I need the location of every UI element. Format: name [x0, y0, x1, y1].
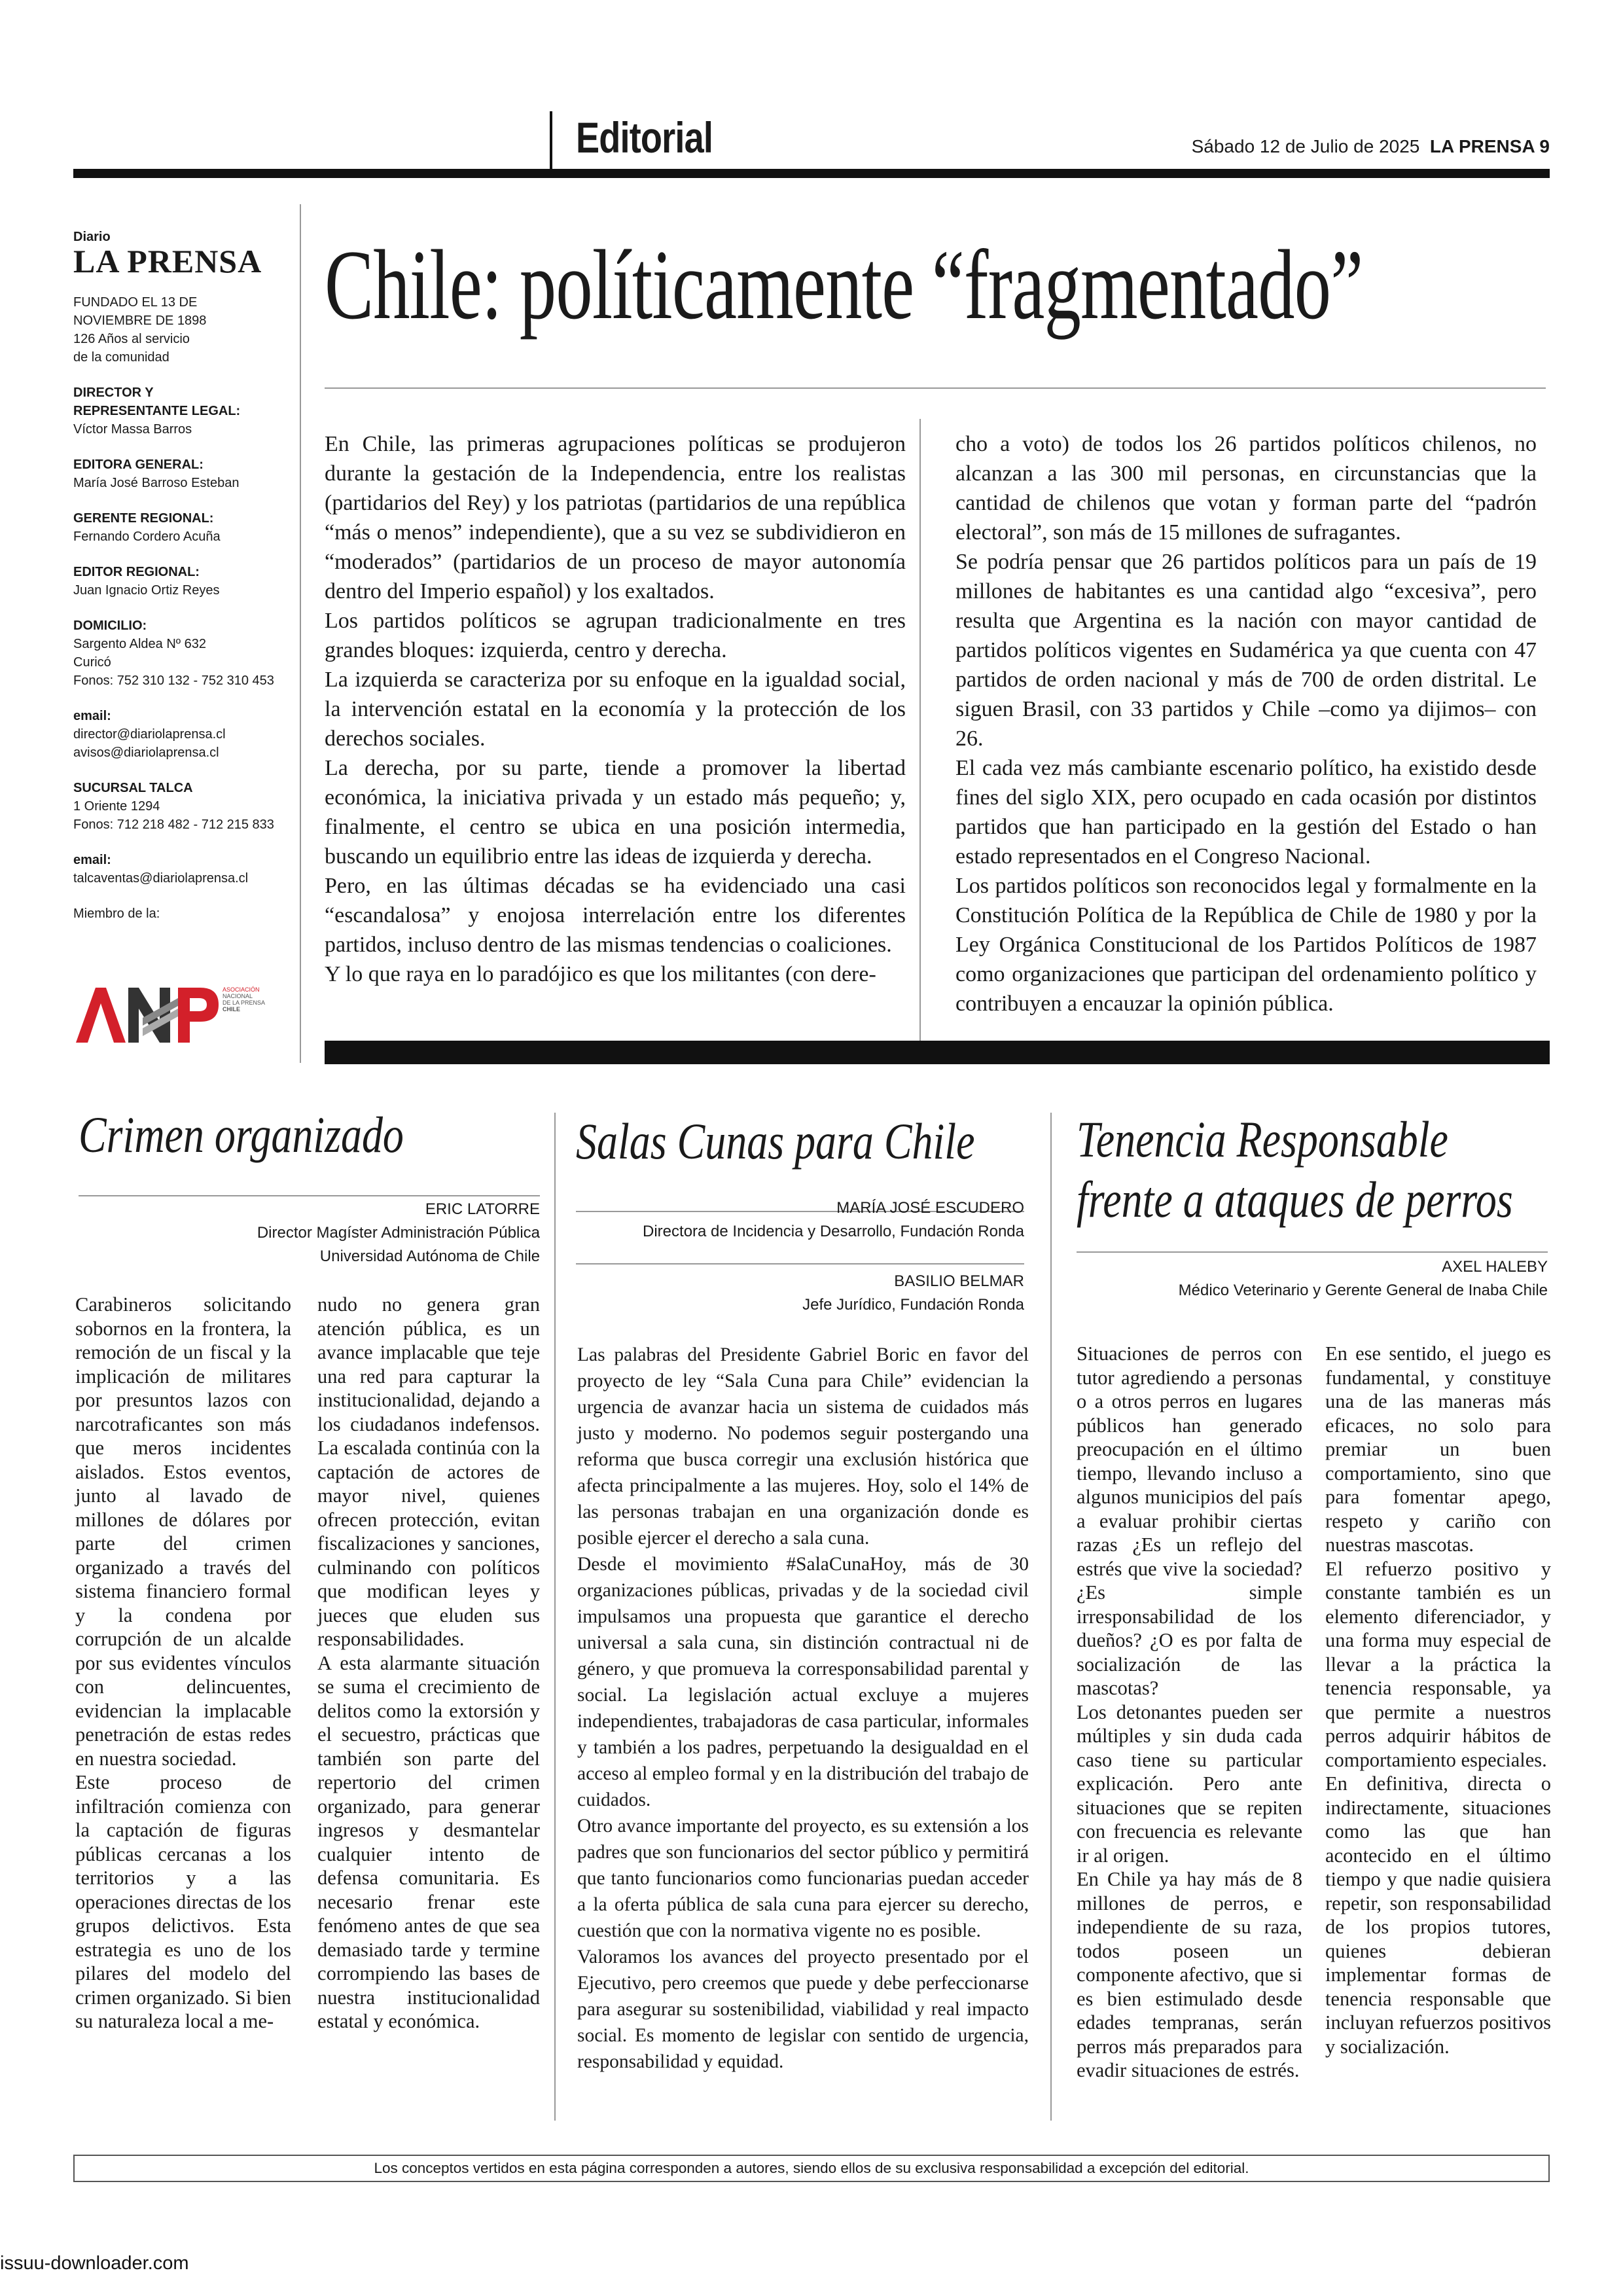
- founded-line: NOVIEMBRE DE 1898: [73, 314, 207, 328]
- author-name: MARÍA JOSÉ ESCUDERO: [836, 1199, 1024, 1217]
- issue-date: Sábado 12 de Julio de 2025: [1191, 136, 1420, 156]
- section-title: Editorial: [576, 113, 713, 162]
- founded-line: 126 Años al servicio: [73, 332, 190, 346]
- founded-line: FUNDADO EL 13 DE: [73, 295, 198, 310]
- staff-label: EDITORA GENERAL:: [73, 457, 204, 472]
- staff-label: DOMICILIO:: [73, 619, 147, 633]
- author-role: Médico Veterinario y Gerente General de Inaba Chile: [1178, 1282, 1548, 1299]
- paragraph: En ese sentido, el juego es fundamental, y constituye una de las maneras más eficaces, no solo para premiar un buen comportamiento, sino que para fomentar apego, respeto y cariño con nuestras mascotas.: [1325, 1342, 1551, 1556]
- disclaimer-box: [73, 2155, 1550, 2182]
- page-dateline: [1192, 136, 1550, 157]
- paragraph: El cada vez más cambiante escenario político, ha existido desde fines del siglo XIX, pero ocupado en cada ocasión por distintos partidos que han participado en la gestión del Estado o han estado representados en el Congreso Nacional.: [955, 756, 1537, 869]
- editorial-column-2: [955, 429, 1537, 1018]
- paragraph: Se podría pensar que 26 partidos políticos para un país de 19 millones de habitantes es una cantidad algo “excesiva”, pero resulta que Argentina es la nación con mayor cantidad de partidos políticos vigentes en Sudamérica ya que cuenta con 47 partidos de orden nacional y más de 700 de orden distrital. Le siguen Brasil, con 33 partidos y Chile –como ya dijimos– con 26.: [955, 550, 1537, 751]
- member-of-label: Miembro de la:: [73, 906, 160, 921]
- paragraph: Situaciones de perros con tutor agrediendo a personas o a otros perros en lugares públicos han generado preocupación en el último tiempo, llevando incluso a algunos municipios del país a evaluar prohibir ciertas razas ¿Es un reflejo del estrés que vive la sociedad? ¿Es simple irresponsabilidad de los dueños? ¿O es por falta de socialización de las mascotas?: [1077, 1342, 1302, 1699]
- salas-byline-1: [576, 1195, 1024, 1244]
- title-line: frente a ataques de perros: [1077, 1171, 1513, 1228]
- author-name: AXEL HALEBY: [1442, 1258, 1548, 1276]
- disclaimer-text: Los conceptos vertidos en esta página corresponden a autores, siendo ellos de su exclusiva responsabilidad a excepción del editorial.: [374, 2160, 1249, 2176]
- anp-logo: [73, 978, 283, 1050]
- staff-entry: [73, 707, 296, 762]
- column-divider: [554, 1113, 556, 2121]
- tenencia-title-rule: [1077, 1251, 1548, 1253]
- staff-entry: [73, 617, 296, 690]
- author-role: Universidad Autónoma de Chile: [319, 1247, 540, 1265]
- title-line: Tenencia Responsable: [1077, 1111, 1448, 1168]
- masthead-founded: [73, 293, 296, 367]
- paragraph: El refuerzo positivo y constante también es un elemento diferenciador, y una forma muy especial de llevar a la práctica la tenencia responsable, ya que permite a nuestros perros adquirir hábitos de comportamiento especiales.: [1325, 1557, 1551, 1771]
- founded-line: de la comunidad: [73, 350, 169, 365]
- staff-value: director@diariolaprensa.cl: [73, 727, 226, 742]
- header-rule: [73, 169, 1550, 178]
- paragraph: Los detonantes pueden ser múltiples y sin duda cada caso tiene su particular explicación. Pero ante situaciones que se repiten con frecuencia es relevante ir al origen.: [1077, 1700, 1302, 1867]
- staff-entry: [73, 456, 296, 492]
- masthead-diario: Diario: [73, 230, 111, 244]
- staff-label: EDITOR REGIONAL:: [73, 565, 200, 579]
- header-divider: [550, 111, 552, 170]
- staff-value: talcaventas@diariolaprensa.cl: [73, 871, 249, 886]
- staff-entry: [73, 384, 296, 439]
- staff-list: [73, 384, 296, 888]
- paragraph: La derecha, por su parte, tiende a promover la libertad económica, la iniciativa privada y un estado más pequeño; y, finalmente, el centro se ubica en una posición intermedia, buscando un equilibrio entre las ideas de izquierda y derecha.: [325, 756, 906, 869]
- sidebar-divider: [300, 204, 301, 1063]
- watermark-text: issuu-downloader.com: [0, 2253, 189, 2274]
- paragraph: Las palabras del Presidente Gabriel Boric en favor del proyecto de ley “Sala Cuna para Chile” evidencian la urgencia de avanzar hacia un sistema de cuidados más justo y moderno. No podemos seguir postergando una reforma que busca corregir una exclusión histórica que afecta principalmente a las mujeres. Hoy, solo el 14% de las personas trabajan en una organización donde es posible ejercer el derecho a sala cuna.: [577, 1344, 1029, 1549]
- paragraph: En definitiva, directa o indirectamente, situaciones como las que han acontecido en el último tiempo y que nadie quisiera repetir, son responsabilidad de los propios tutores, quienes debieran implementar formas de tenencia responsable que incluyan refuerzos positivos y socialización.: [1325, 1772, 1551, 2058]
- staff-label: SUCURSAL TALCA: [73, 781, 193, 795]
- paragraph: Valoramos los avances del proyecto presentado por el Ejecutivo, pero creemos que puede y debe perfeccionarse para asegurar su sostenibilidad, viabilidad y real impacto social. Es momento de legislar con sentido de urgencia, responsabilidad y equidad.: [577, 1946, 1029, 2072]
- paragraph: Otro avance importante del proyecto, es su extensión a los padres que son funcionarios del sector público y permitirá que tanto funcionarios como funcionarias puedan acceder a la oferta pública de sala cuna para ejercer su derecho, cuestión que con la normativa vigente no es posible.: [577, 1816, 1029, 1941]
- headline-rule: [325, 387, 1546, 389]
- staff-value: 1 Oriente 1294: [73, 799, 160, 814]
- editorial-bottom-bar: [325, 1041, 1550, 1064]
- editorial-column-divider: [919, 419, 921, 1041]
- staff-entry: [73, 509, 296, 546]
- staff-value: Fernando Cordero Acuña: [73, 529, 221, 544]
- editorial-column-1: [325, 429, 906, 989]
- staff-entry: [73, 779, 296, 834]
- author-role: Jefe Jurídico, Fundación Ronda: [802, 1296, 1024, 1314]
- paragraph: A esta alarmante situación se suma el crecimiento de delitos como la extorsión y el secuestro, prácticas que también son parte del repertorio del crimen organizado, para generar ingresos y desmantelar cualquier intento de defensa comunitaria. Es necesario frenar este fenómeno antes de que sea demasiado tarde y termine corrompiendo las bases de nuestra institucionalidad estatal y económica.: [317, 1651, 540, 2032]
- crimen-column-2: [317, 1293, 540, 2034]
- staff-value: Sargento Aldea Nº 632: [73, 637, 207, 651]
- anp-logo-text: ASOCIACIÓN: [223, 986, 260, 993]
- staff-label: DIRECTOR Y: [73, 386, 154, 400]
- paragraph: En Chile, las primeras agrupaciones políticas se produjeron durante la gestación de la Independencia, entre los realistas (partidarios del Rey) y los patriotas (partidarios de una república “más o menos” independiente), que a su vez se subdividieron en “moderados” (partidarios de un proceso de mayor autonomía dentro del Imperio español) y los exaltados.: [325, 432, 906, 603]
- tenencia-column-1: [1077, 1342, 1302, 2083]
- staff-label: REPRESENTANTE LEGAL:: [73, 404, 241, 418]
- staff-value: Juan Ignacio Ortiz Reyes: [73, 583, 220, 598]
- paragraph: Carabineros solicitando sobornos en la frontera, la remoción de un fiscal y la implicación de militares por presuntos lazos con narcotraficantes son más que meros incidentes aislados. Estos eventos, junto al lavado de millones de dólares por parte del crimen organizado a través del sistema financiero formal y la condena por corrupción de un alcalde por sus evidentes vínculos con delincuentes, evidencian la implacable penetración de estas redes en nuestra sociedad.: [75, 1293, 291, 1770]
- crimen-title: Crimen organizado: [79, 1106, 404, 1163]
- staff-value: Fonos: 712 218 482 - 712 215 833: [73, 817, 274, 832]
- salas-byline-rule: [576, 1263, 1024, 1265]
- author-role: Directora de Incidencia y Desarrollo, Fundación Ronda: [643, 1223, 1024, 1240]
- anp-logo-text: CHILE: [223, 1006, 240, 1013]
- publication-page: LA PRENSA 9: [1429, 136, 1550, 156]
- author-name: ERIC LATORRE: [425, 1200, 540, 1218]
- masthead-brand: LA PRENSA: [73, 243, 262, 279]
- masthead: [73, 230, 296, 923]
- tenencia-column-2: [1325, 1342, 1551, 2058]
- staff-value: Víctor Massa Barros: [73, 422, 192, 437]
- crimen-byline: [79, 1198, 540, 1268]
- tenencia-title: [1077, 1109, 1513, 1230]
- tenencia-byline: [1077, 1255, 1548, 1302]
- paragraph: Y lo que raya en lo paradójico es que los militantes (con dere-: [325, 962, 876, 986]
- paragraph: La izquierda se caracteriza por su enfoque en la igualdad social, la intervención estatal en la economía y la protección de los derechos sociales.: [325, 668, 906, 751]
- paragraph: Este proceso de infiltración comienza con la captación de figuras públicas cercanas a los territorios y a las operaciones directas de los grupos delictivos. Esta estrategia es uno de los pilares del modelo del crimen organizado. Si bien su naturaleza local a me-: [75, 1771, 291, 2032]
- author-role: Director Magíster Administración Pública: [257, 1224, 540, 1242]
- crimen-title-rule: [79, 1195, 540, 1196]
- staff-value: avisos@diariolaprensa.cl: [73, 745, 219, 760]
- paragraph: En Chile ya hay más de 8 millones de perros, e independiente de su raza, todos poseen un componente afectivo, que si es bien estimulado desde edades tempranas, serán perros más preparados para evadir situaciones de estrés.: [1077, 1868, 1302, 2081]
- column-divider: [1050, 1113, 1052, 2121]
- paragraph: Pero, en las últimas décadas se ha evidenciado una casi “escandalosa” y enojosa interrelación entre los diferentes partidos, incluso dentro de las mismas tendencias o coaliciones.: [325, 874, 906, 957]
- staff-value: Fonos: 752 310 132 - 752 310 453: [73, 673, 274, 688]
- staff-entry: [73, 563, 296, 600]
- salas-byline-2: [576, 1270, 1024, 1317]
- paragraph: nudo no genera gran atención pública, es un avance implacable que teje una red para capturar la institucionalidad, dejando a los ciudadanos indefensos. La escalada continúa con la captación de actores de mayor nivel, quienes ofrecen protección, evitan fiscalizaciones y sanciones, culminando con políticos que modifican leyes y jueces que eluden sus responsabilidades.: [317, 1293, 540, 1650]
- staff-entry: [73, 851, 296, 888]
- staff-label: GERENTE REGIONAL:: [73, 511, 214, 526]
- crimen-column-1: [75, 1293, 291, 2034]
- editorial-headline: Chile: políticamente “fragmentado”: [325, 230, 1363, 340]
- staff-label: email:: [73, 853, 111, 867]
- anp-logo-text: NACIONAL: [223, 993, 253, 999]
- paragraph: cho a voto) de todos los 26 partidos políticos chilenos, no alcanzan a las 300 mil personas, en circunstancias que la cantidad de chilenos que votan y forman parte del “padrón electoral”, son más de 15 millones de sufragantes.: [955, 432, 1537, 545]
- paragraph: Los partidos políticos se agrupan tradicionalmente en tres grandes bloques: izquierda, centro y derecha.: [325, 609, 906, 662]
- salas-title: Salas Cunas para Chile: [576, 1113, 975, 1170]
- paragraph: Desde el movimiento #SalaCunaHoy, más de 30 organizaciones públicas, privadas y de la sociedad civil impulsamos una propuesta que garantice el derecho universal a sala cuna, sin distinción contractual ni de género, y que promueva la corresponsabilidad parental y social. La legislación actual excluye a mujeres independientes, trabajadoras de casa particular, informales y también a los padres, perpetuando la desigualdad en el acceso al empleo formal y en la distribución del trabajo de cuidados.: [577, 1554, 1029, 1810]
- staff-value: Curicó: [73, 655, 111, 670]
- paragraph: Los partidos políticos son reconocidos legal y formalmente en la Constitución Política de la República de Chile de 1980 y por la Ley Orgánica Constitucional de los Partidos Políticos de 1987 como organizaciones que participan del ordenamiento político y contribuyen a encauzar la opinión pública.: [955, 874, 1537, 1016]
- staff-value: María José Barroso Esteban: [73, 476, 240, 490]
- author-name: BASILIO BELMAR: [894, 1272, 1024, 1290]
- salas-body: [577, 1342, 1029, 2075]
- anp-logo-text: DE LA PRENSA: [223, 999, 266, 1006]
- staff-label: email:: [73, 709, 111, 723]
